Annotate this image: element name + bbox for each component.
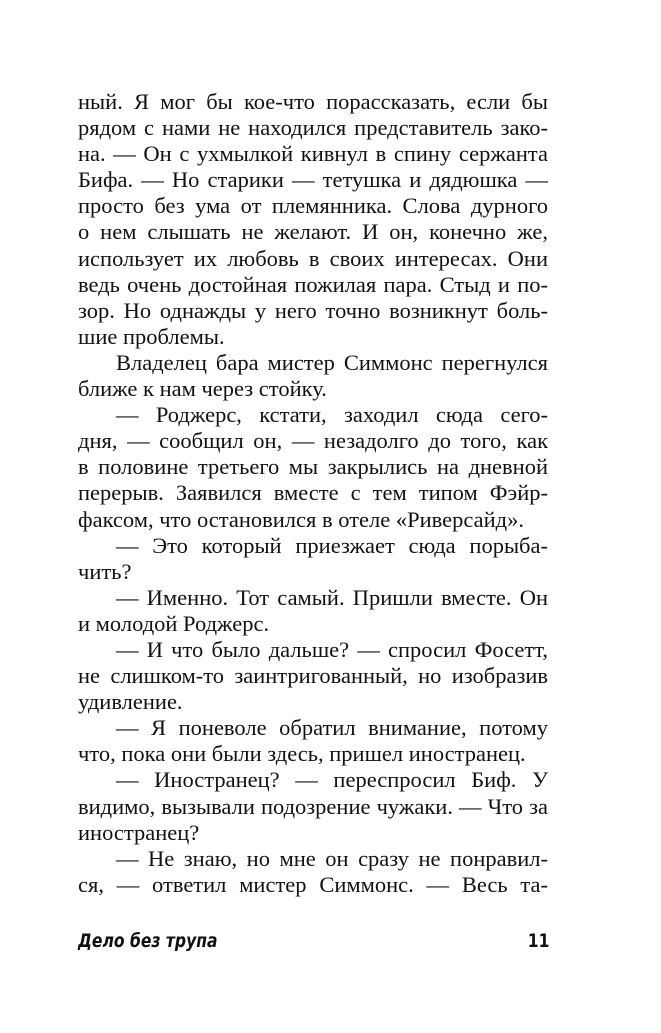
- text-line: на. — Он с ухмылкой кивнул в спину сержанта: [78, 141, 548, 167]
- text-line: — Я поневоле обратил внимание, потому: [116, 715, 548, 741]
- text-line: Бифа. — Но старики — тетушка и дядюшка —: [78, 167, 548, 193]
- running-footer-title: Дело без трупа: [78, 930, 218, 952]
- page-number: 11: [527, 930, 549, 952]
- text-line: иностранец?: [78, 819, 200, 845]
- text-line: ведь очень достойная пожилая пара. Стыд и по-: [78, 271, 548, 297]
- text-line: видимо, вызывали подозрение чужаки. — Что за: [78, 793, 548, 819]
- text-line: Владелец бара мистер Симмонс перегнулся: [116, 349, 548, 375]
- text-line: — И что было дальше? — спросил Фосетт,: [116, 636, 548, 662]
- text-line: зор. Но однажды у него точно возникнут боль-: [78, 297, 548, 323]
- text-line: рядом с нами не находился представитель зако-: [78, 115, 548, 141]
- text-line: — Роджерс, кстати, заходил сюда сего-: [116, 402, 548, 428]
- text-line: просто без ума от племянника. Слова дурного: [78, 193, 548, 219]
- text-line: ся, — ответил мистер Симмонс. — Весь та-: [78, 871, 548, 897]
- text-line: ближе к нам через стойку.: [78, 376, 327, 402]
- text-line: в половине третьего мы закрылись на дневной: [78, 454, 548, 480]
- text-line: удивление.: [78, 689, 183, 715]
- text-line: дня, — сообщил он, — незадолго до того, как: [78, 428, 548, 454]
- text-line: — Именно. Тот самый. Пришли вместе. Он: [116, 584, 548, 610]
- text-line: использует их любовь в своих интересах. Они: [78, 245, 548, 271]
- text-line: — Не знаю, но мне он сразу не понравил-: [116, 845, 548, 871]
- text-line: что, пока они были здесь, пришел иностранец.: [78, 741, 526, 767]
- text-line: не слишком-то заинтригованный, но изобразив: [78, 663, 548, 689]
- text-line: ный. Я мог бы кое-что порассказать, если бы: [78, 89, 548, 114]
- text-line: перерыв. Заявился вместе с тем типом Фэйр-: [78, 480, 548, 506]
- text-line: — Иностранец? — переспросил Биф. У: [116, 767, 548, 793]
- text-line: шие проблемы.: [78, 323, 225, 349]
- text-line: — Это который приезжает сюда порыба-: [116, 532, 548, 558]
- text-line: о нем слышать не желают. И он, конечно же,: [78, 219, 548, 245]
- text-line: и молодой Роджерс.: [78, 610, 270, 636]
- text-line: факсом, что остановился в отеле «Риверсайд».: [78, 506, 525, 532]
- text-line: чить?: [78, 558, 132, 584]
- body-text: [78, 89, 548, 898]
